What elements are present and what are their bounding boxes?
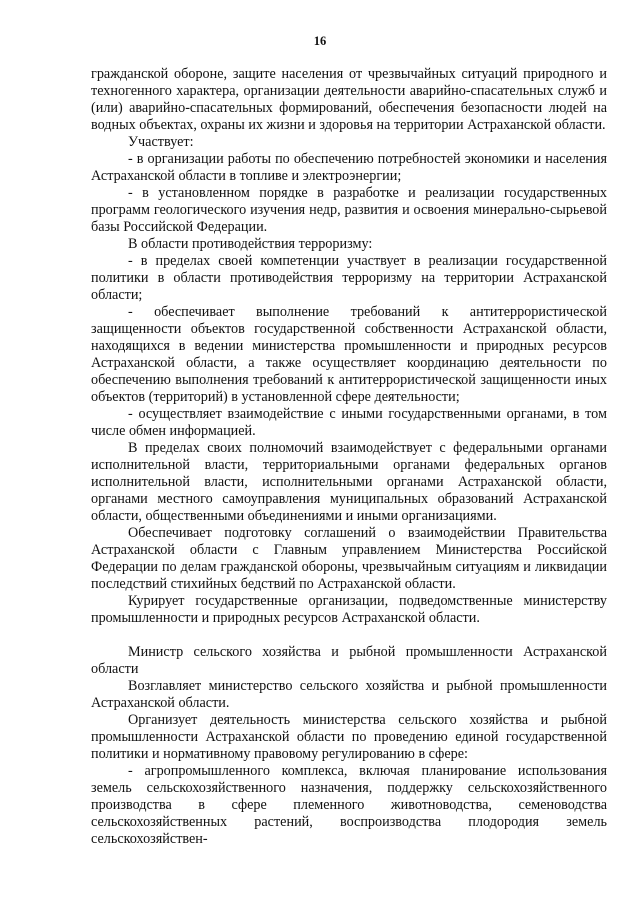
paragraph: Возглавляет министерство сельского хозяйства и рыбной промышленности Астраханской области. bbox=[91, 678, 607, 711]
paragraph: Участвует: bbox=[128, 134, 194, 150]
list-item: - агропромышленного комплекса, включая планирование использования земель сельскохозяйственного назначения, поддержку сельскохозяйственного производства в сфере племенного животноводства, семеноводства сельскохозяйственных растений, воспроизводства плодородия земель сельскохозяйствен- bbox=[91, 763, 607, 847]
paragraph: В области противодействия терроризму: bbox=[128, 236, 373, 252]
paragraph: гражданской обороне, защите населения от чрезвычайных ситуаций природного и техногенного характера, организации деятельности аварийно-спасательных служб и (или) аварийно-спасательных формирований, обеспечения безопасности людей на водных объектах, охраны их жизни и здоровья на территории Астраханской области. bbox=[91, 66, 607, 133]
list-item: - осуществляет взаимодействие с иными государственными органами, в том числе обмен информацией. bbox=[91, 406, 607, 439]
paragraph: Обеспечивает подготовку соглашений о взаимодействии Правительства Астраханской области с Главным управлением Министерства Российской Федерации по делам гражданской обороны, чрезвычайным ситуациям и ликвидации последствий стихийных бедствий по Астраханской области. bbox=[91, 525, 607, 592]
section-heading: Министр сельского хозяйства и рыбной промышленности Астраханской области bbox=[91, 644, 607, 677]
list-item: - обеспечивает выполнение требований к антитеррористической защищенности объектов государственной собственности Астраханской области, находящихся в ведении министерства промышленности и природных ресурсов Астраханской области, а также осуществляет координацию деятельности по обеспечению выполнения требований к антитеррористической защищенности иных объектов (территорий) в установленной сфере деятельности; bbox=[91, 304, 607, 405]
paragraph: В пределах своих полномочий взаимодействует с федеральными органами исполнительной власти, территориальными органами федеральных органов исполнительной власти, исполнительными органами Астраханской области, органами местного самоуправления муниципальных образований Астраханской области, общественными объединениями и иными организациями. bbox=[91, 440, 607, 524]
paragraph: Организует деятельность министерства сельского хозяйства и рыбной промышленности Астраханской области по проведению единой государственной политики и нормативному правовому регулированию в сфере: bbox=[91, 712, 607, 762]
list-item: - в организации работы по обеспечению потребностей экономики и населения Астраханской области в топливе и электроэнергии; bbox=[91, 151, 607, 184]
paragraph: Курирует государственные организации, подведомственные министерству промышленности и природных ресурсов Астраханской области. bbox=[91, 593, 607, 626]
document-body bbox=[91, 66, 607, 848]
page-number: 16 bbox=[313, 34, 327, 48]
list-item: - в установленном порядке в разработке и реализации государственных программ геологического изучения недр, развития и освоения минерально-сырьевой базы Российской Федерации. bbox=[91, 185, 607, 235]
list-item: - в пределах своей компетенции участвует в реализации государственной политики в области противодействия терроризму на территории Астраханской области; bbox=[91, 253, 607, 303]
